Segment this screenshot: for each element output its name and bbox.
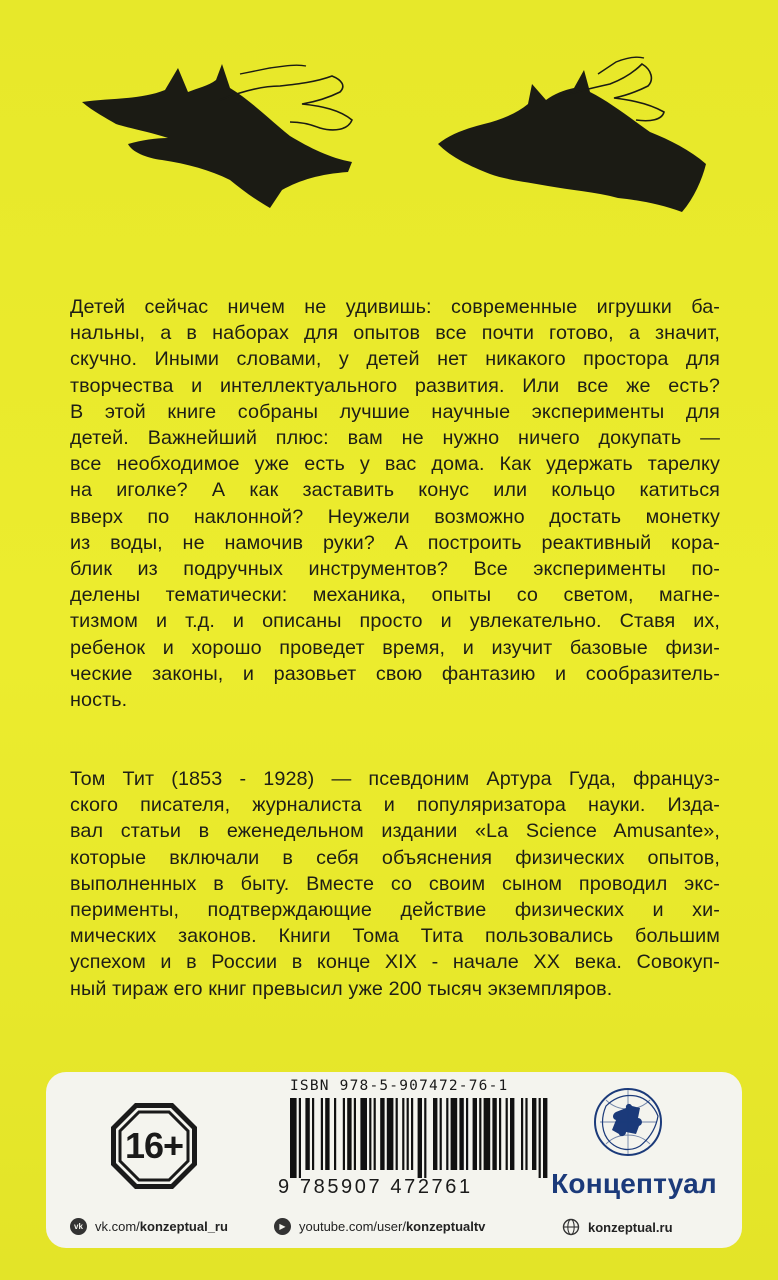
- text-line: которые включали в себя объяснения физических опытов,: [70, 846, 720, 869]
- barcode-bar: [446, 1098, 448, 1170]
- age-rating-badge-icon: [108, 1100, 200, 1192]
- barcode-bar: [466, 1098, 468, 1170]
- text-line: на иголке? А как заставить конус или кольцо катиться: [70, 479, 720, 502]
- barcode-bar: [312, 1098, 314, 1170]
- barcode-bar: [521, 1098, 523, 1170]
- text-line: вал статьи в еженедельном издании «La Science Amusante»,: [70, 820, 720, 843]
- text-line: вверх по наклонной? Неужели возможно достать монетку: [70, 505, 720, 528]
- text-line: детей. Важнейший плюс: вам не нужно ничего докупать —: [70, 427, 720, 450]
- text-line: творчества и интеллектуального развития. Или все же есть?: [70, 374, 720, 397]
- right-dog-shadow: [438, 57, 706, 212]
- barcode-bar: [473, 1098, 477, 1170]
- text-line: успехом и в России в конце XIX - начале XX века. Совокуп-: [70, 951, 720, 974]
- barcode-bar: [347, 1098, 351, 1170]
- barcode-bar: [374, 1098, 376, 1170]
- text-line: ный тираж его книг превысил уже 200 тысяч экземпляров.: [70, 977, 613, 1000]
- age-rating-text: 16+: [124, 1125, 184, 1166]
- youtube-link[interactable]: [274, 1218, 485, 1235]
- vk-link-text: vk.com/konzeptual_ru: [95, 1219, 228, 1234]
- isbn-text: ISBN 978-5-907472-76-1: [290, 1078, 509, 1094]
- barcode-bar: [424, 1098, 426, 1178]
- text-line: перименты, подтверждающие действие физических и хи-: [70, 899, 720, 922]
- barcode-bar: [433, 1098, 437, 1170]
- barcode-bar: [418, 1098, 422, 1178]
- text-line: тизмом и т.д. и описаны просто и увлекательно. Ставя их,: [70, 610, 720, 633]
- barcode-bar: [411, 1098, 413, 1170]
- barcode-bar: [407, 1098, 409, 1170]
- vk-icon: vk: [70, 1218, 87, 1235]
- text-line: из воды, не намочив руки? А построить реактивный кора-: [70, 531, 720, 554]
- shadow-puppet-illustration: [70, 40, 720, 220]
- barcode-bar: [290, 1098, 297, 1178]
- barcode-bar: [369, 1098, 371, 1170]
- text-line: Том Тит (1853 - 1928) — псевдоним Артура Гуда, француз-: [70, 768, 720, 790]
- barcode-bar: [525, 1098, 527, 1170]
- website-link[interactable]: [562, 1218, 673, 1236]
- publisher-name: Концептуал: [551, 1168, 717, 1199]
- barcode-bar: [325, 1098, 329, 1170]
- barcode-bar: [360, 1098, 367, 1170]
- barcode-bar: [440, 1098, 442, 1170]
- left-wolf-shadow: [82, 64, 352, 208]
- barcode-bar: [459, 1098, 463, 1170]
- barcode-bar: [532, 1098, 536, 1170]
- text-line: все необходимое уже есть у вас дома. Как удержать тарелку: [70, 453, 720, 476]
- barcode-bar: [334, 1098, 336, 1170]
- barcode-bar: [484, 1098, 491, 1170]
- barcode-bar: [543, 1098, 547, 1178]
- barcode-bar: [396, 1098, 398, 1170]
- barcode-bar: [479, 1098, 481, 1170]
- puzzle-globe-logo-icon: [592, 1086, 664, 1158]
- barcode-bar: [321, 1098, 323, 1170]
- text-line: делены тематически: механика, опыты со светом, магне-: [70, 584, 720, 607]
- barcode-bar: [539, 1098, 541, 1178]
- description-paragraph: [70, 294, 720, 713]
- barcode-bar: [402, 1098, 404, 1170]
- text-line: блик из подручных инструментов? Все эксперименты по-: [70, 558, 720, 581]
- website-link-text: konzeptual.ru: [588, 1219, 673, 1235]
- barcode-bar: [387, 1098, 394, 1170]
- globe-icon: [562, 1218, 580, 1236]
- barcode-bar: [299, 1098, 301, 1178]
- text-line: ческие законы, и разовьет свою фантазию и сообразитель-: [70, 662, 720, 685]
- vk-link[interactable]: [70, 1218, 228, 1235]
- text-line: Детей сейчас ничем не удивишь: современные игрушки ба-: [70, 296, 720, 318]
- barcode-digits: 9 785907 472761: [278, 1176, 473, 1198]
- barcode-bar: [343, 1098, 345, 1170]
- barcode-bar: [354, 1098, 356, 1170]
- text-line: ского писателя, журналиста и популяризатора науки. Изда-: [70, 794, 720, 817]
- barcode-bar: [510, 1098, 514, 1170]
- text-line: выполненных в быту. Вместе со своим сыном проводил экс-: [70, 872, 720, 895]
- text-line: скучно. Иными словами, у детей нет никакого простора для: [70, 348, 720, 371]
- barcode-bar: [499, 1098, 501, 1170]
- barcode-bar: [305, 1098, 309, 1170]
- text-line: В этой книге собраны лучшие научные эксперименты для: [70, 400, 720, 423]
- text-line: ность.: [70, 689, 128, 712]
- barcode-bar: [380, 1098, 384, 1170]
- youtube-link-text: youtube.com/user/konzeptualtv: [299, 1219, 486, 1234]
- footer-links: [0, 1218, 778, 1248]
- text-line: нальны, а в наборах для опытов все почти готово, а значит,: [70, 322, 720, 345]
- barcode-bar: [451, 1098, 458, 1170]
- text-line: мических законов. Книги Тома Тита пользовались большим: [70, 925, 720, 948]
- barcode-bar: [506, 1098, 508, 1170]
- text-line: ребенок и хорошо проведет время, и изучит базовые физи-: [70, 636, 720, 659]
- author-paragraph: [70, 766, 720, 1002]
- youtube-icon: ▶: [274, 1218, 291, 1235]
- barcode: [286, 1098, 558, 1178]
- barcode-bar: [492, 1098, 496, 1170]
